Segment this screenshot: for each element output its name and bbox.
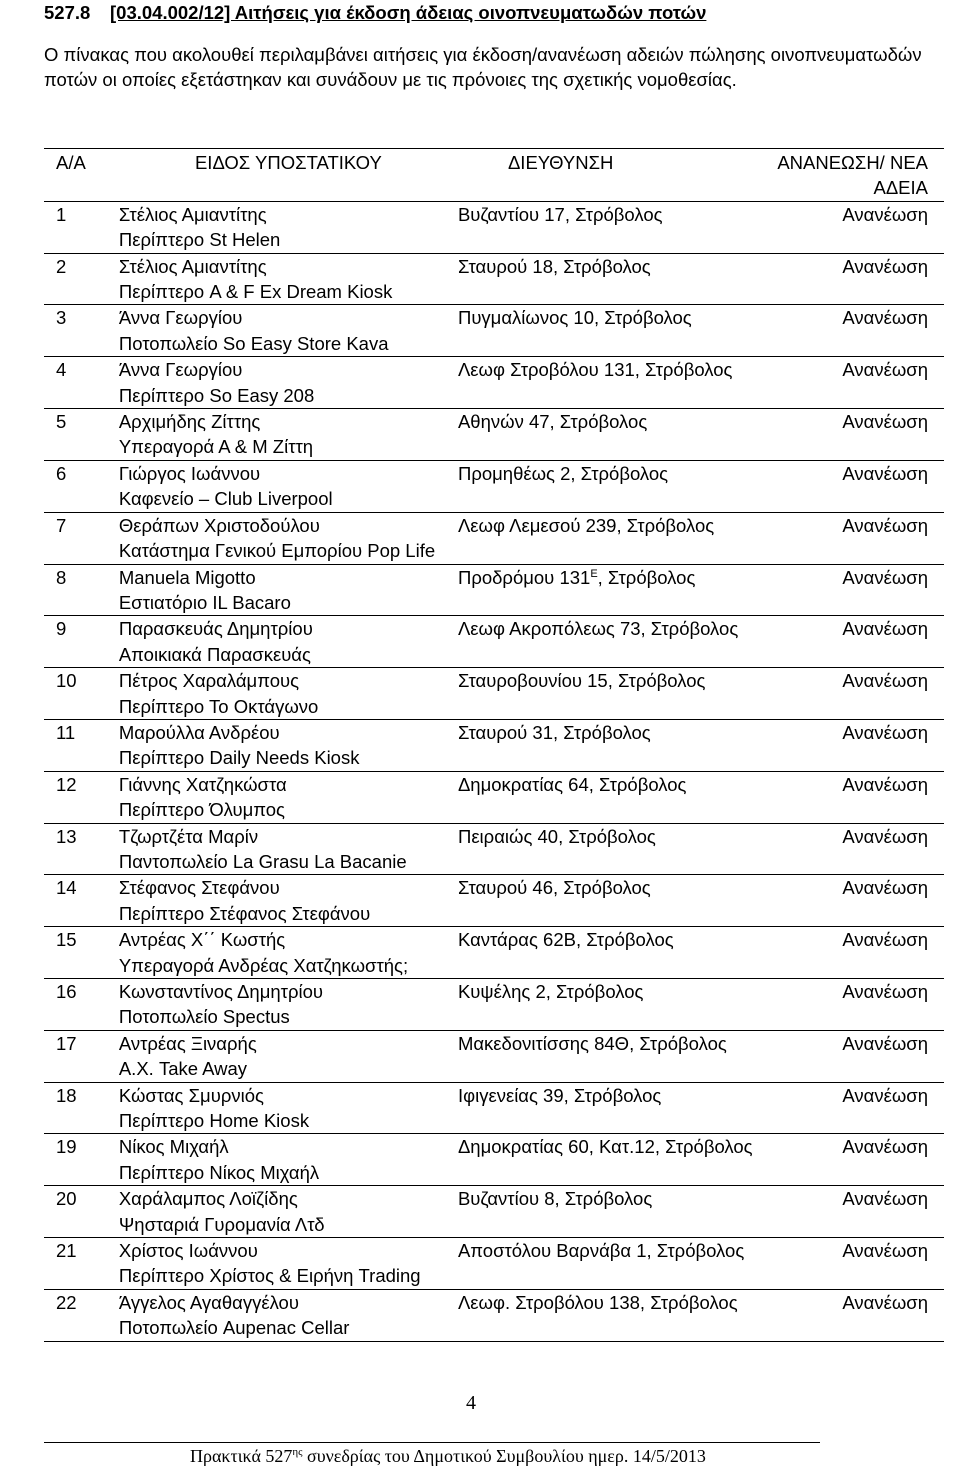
section-number: 527.8 [44,2,91,23]
renewal-status: Ανανέωση [842,255,928,277]
owner-name: Νίκος Μιχαήλ [118,1136,229,1158]
table-row [44,1289,944,1341]
address-cell [458,512,776,564]
address-tail: , Στρόβολος [597,566,696,588]
renewal-status: Ανανέωση [842,670,928,692]
address: Προδρόμου 131 [457,566,591,588]
address-cell [458,564,776,616]
renewal-status: Ανανέωση [842,773,928,795]
address: Ιφιγενείας 39, Στρόβολος [457,1084,662,1106]
premises-cell [119,1289,458,1341]
header-address: ΔΙΕΥΘΥΝΣΗ [507,152,614,173]
row-number: 17 [56,1032,77,1054]
renewal-status: Ανανέωση [842,411,928,433]
business-name: Ποτοπωλείο Aupenac Cellar [118,1317,350,1339]
address-cell [458,823,776,875]
table-row [44,979,944,1031]
address: Λεωφ Λεμεσού 239, Στρόβολος [457,514,715,536]
premises-cell [119,616,458,668]
owner-name: Κώστας Σμυρνιός [118,1084,264,1106]
address-cell [458,1030,776,1082]
table-header-row [44,149,944,202]
row-number: 8 [56,566,67,588]
premises-cell [119,823,458,875]
address-cell [458,1134,776,1186]
table-row [44,357,944,409]
address-cell [458,616,776,668]
premises-cell [119,979,458,1031]
address-cell [458,927,776,979]
premises-cell [119,771,458,823]
owner-name: Χαράλαμπος Λοϊζίδης [118,1188,298,1210]
address-cell [458,771,776,823]
owner-name: Μαρούλλα Ανδρέου [118,721,280,743]
address: Αποστόλου Βαρνάβα 1, Στρόβολος [457,1240,745,1262]
business-name: Περίπτερο A & F Ex Dream Kiosk [118,281,393,303]
business-name: Περίπτερο Το Οκτάγωνο [118,695,319,717]
licence-applications-table [44,148,944,1342]
premises-cell [119,1030,458,1082]
business-name: Ψησταριά Γυρομανία Λτδ [118,1213,325,1235]
table-row [44,1134,944,1186]
page-number: 4 [466,1392,476,1414]
table-row [44,253,944,305]
table-row [44,1238,944,1290]
premises-cell [119,460,458,512]
header-serial: Α/Α [56,152,86,173]
renewal-status: Ανανέωση [842,1240,928,1262]
renewal-status: Ανανέωση [842,566,928,588]
owner-name: Άννα Γεωργίου [118,307,243,329]
renewal-status: Ανανέωση [842,1084,928,1106]
address: Δημοκρατίας 64, Στρόβολος [457,773,687,795]
row-number: 5 [56,411,67,433]
address-cell [458,1082,776,1134]
renewal-status: Ανανέωση [842,618,928,640]
table-row [44,460,944,512]
row-number: 7 [56,514,67,536]
address: Πειραιώς 40, Στρόβολος [457,825,656,847]
owner-name: Πέτρος Χαραλάμπους [118,670,300,692]
address-cell [458,357,776,409]
table-row [44,1082,944,1134]
address-cell [458,719,776,771]
address: Προμηθέως 2, Στρόβολος [457,462,669,484]
table-row [44,668,944,720]
owner-name: Άγγελος Αγαθαγγέλου [118,1291,299,1313]
footer: Πρακτικά $527^{\eta\varsigma}$ συνεδρίας του Δημοτικού Συμβουλίου ημερ. 14/5/2013 [190,1446,706,1466]
row-number: 6 [56,462,67,484]
business-name: Κατάστημα Γενικού Εμπορίου Pop Life [118,540,436,562]
address: Σταυροβουνίου 15, Στρόβολος [457,670,706,692]
business-name: Εστιατόριο IL Bacaro [118,591,291,613]
premises-cell [119,1082,458,1134]
owner-name: Γιάννης Χατζηκώστα [118,773,287,795]
renewal-status: Ανανέωση [842,1032,928,1054]
table-row [44,512,944,564]
address: Αθηνών 47, Στρόβολος [457,411,648,433]
premises-cell [119,253,458,305]
premises-cell [119,875,458,927]
address: Λεωφ. Στροβόλου 138, Στρόβολος [457,1291,738,1313]
address: Μακεδονιτίσσης 84Θ, Στρόβολος [457,1032,727,1054]
business-name: Περίπτερο Χρίστος & Ειρήνη Trading [118,1265,421,1287]
premises-cell [119,1238,458,1290]
table-row [44,719,944,771]
address-cell [458,253,776,305]
business-name: Α.Χ. Take Away [118,1058,248,1080]
renewal-status: Ανανέωση [842,359,928,381]
row-number: 19 [56,1136,77,1158]
footer-divider [44,1442,820,1443]
address-cell [458,1289,776,1341]
row-number: 13 [56,825,77,847]
owner-name: Παρασκευάς Δημητρίου [118,618,313,640]
business-name: Περίπτερο So Easy 208 [118,384,315,406]
renewal-status: Ανανέωση [842,981,928,1002]
address-cell [458,1186,776,1238]
business-name: Υπεραγορά Α & Μ Ζίττη [118,436,314,458]
owner-name: Αρχιμήδης Ζίττης [118,411,261,433]
business-name: Ποτοπωλείο Spectus [118,1006,290,1028]
address: Δημοκρατίας 60, Κατ.12, Στρόβολος [457,1136,753,1158]
table-row [44,305,944,357]
row-number: 11 [56,721,76,743]
intro-paragraph: Ο πίνακας που ακολουθεί περιλαμβάνει αιτήσεις για έκδοση/ανανέωση αδειών πώλησης οινοπνευματωδών ποτών οι οποίες εξετάστηκαν και συνάδουν με τις πρόνοιες της σχετικής νομοθεσίας. [44,44,922,90]
table-row [44,771,944,823]
row-number: 21 [56,1240,77,1262]
address: Βυζαντίου 17, Στρόβολος [457,203,663,225]
business-name: Περίπτερο St Helen [118,229,281,251]
address: Κυψέλης 2, Στρόβολος [457,981,644,1002]
business-name: Αποικιακά Παρασκευάς [118,643,311,665]
row-number: 14 [56,877,77,899]
premises-cell [119,201,458,253]
premises-cell [119,564,458,616]
premises-cell [119,927,458,979]
owner-name: Στέλιος Αμιαντίτης [118,255,267,277]
address-cell [458,875,776,927]
row-number: 2 [56,255,67,277]
business-name: Περίπτερο Daily Needs Kiosk [118,747,360,769]
owner-name: Θεράπων Χριστοδούλου [118,514,320,536]
address-cell [458,979,776,1031]
section-heading [44,2,706,24]
address: Σταυρού 18, Στρόβολος [457,255,651,277]
renewal-status: Ανανέωση [842,721,928,743]
row-number: 9 [56,618,67,640]
owner-name: Στέφανος Στεφάνου [118,877,280,899]
business-name: Περίπτερο Home Kiosk [118,1110,310,1132]
table-row [44,823,944,875]
renewal-status: Ανανέωση [842,1291,928,1313]
address: Λεωφ Ακροπόλεως 73, Στρόβολος [457,618,739,640]
row-number: 10 [56,670,77,692]
owner-name: Κωνσταντίνος Δημητρίου [118,981,323,1002]
address-cell [458,305,776,357]
owner-name: Γιώργος Ιωάννου [118,462,261,484]
business-name: Υπεραγορά Ανδρέας Χατζηκωστής; [118,954,409,976]
premises-cell [119,357,458,409]
row-number: 16 [56,981,77,1002]
owner-name: Αντρέας Ξιναρής [118,1032,257,1054]
section-title: [03.04.002/12] Αιτήσεις για έκδοση άδειας οινοπνευματωδών ποτών [110,2,707,23]
row-number: 18 [56,1084,77,1106]
business-name: Περίπτερο Όλυμπος [118,799,285,821]
row-number: 12 [56,773,77,795]
owner-name: Τζωρτζέτα Μαρίν [118,825,259,847]
renewal-status: Ανανέωση [842,825,928,847]
header-premises-type: ΕΙΔΟΣ ΥΠΟΣΤΑΤΙΚΟΥ [194,152,382,173]
row-number: 20 [56,1188,77,1210]
address: Σταυρού 31, Στρόβολος [457,721,651,743]
premises-cell [119,512,458,564]
address-cell [458,668,776,720]
address-cell [458,1238,776,1290]
premises-cell [119,1134,458,1186]
table-row [44,1030,944,1082]
row-number: 22 [56,1291,77,1313]
address-superscript: Ε [590,567,598,580]
address: Λεωφ Στροβόλου 131, Στρόβολος [457,359,733,381]
renewal-status: Ανανέωση [842,462,928,484]
renewal-status: Ανανέωση [842,203,928,225]
owner-name: Άννα Γεωργίου [118,359,243,381]
renewal-status: Ανανέωση [842,877,928,899]
renewal-status: Ανανέωση [842,514,928,536]
table-row [44,927,944,979]
renewal-status: Ανανέωση [842,1136,928,1158]
owner-name: Χρίστος Ιωάννου [118,1240,258,1262]
table-row [44,201,944,253]
business-name: Περίπτερο Νίκος Μιχαήλ [118,1161,320,1183]
premises-cell [119,305,458,357]
address-cell [458,409,776,461]
address: Σταυρού 46, Στρόβολος [457,877,651,899]
business-name: Παντοπωλείο La Grasu La Bacanie [118,850,407,872]
header-renewal: ΑΝΑΝΕΩΣΗ/ ΝΕΑ ΑΔΕΙΑ [777,152,928,199]
business-name: Περίπτερο Στέφανος Στεφάνου [118,902,371,924]
address-cell [458,460,776,512]
business-name: Ποτοπωλείο So Easy Store Kava [118,332,389,354]
renewal-status: Ανανέωση [842,307,928,329]
owner-name: Αντρέας Χ΄΄ Κωστής [118,929,286,951]
address: Καντάρας 62Β, Στρόβολος [457,929,674,951]
owner-name: Στέλιος Αμιαντίτης [118,203,267,225]
address: Πυγμαλίωνος 10, Στρόβολος [457,307,692,329]
premises-cell [119,668,458,720]
premises-cell [119,719,458,771]
table-row [44,564,944,616]
table-row [44,409,944,461]
row-number: 1 [56,203,67,225]
business-name: Καφενείο – Club Liverpool [118,488,333,510]
table-row [44,1186,944,1238]
row-number: 4 [56,359,67,381]
premises-cell [119,1186,458,1238]
premises-cell [119,409,458,461]
row-number: 3 [56,307,67,329]
table-body [44,201,944,1341]
address-cell [458,201,776,253]
table-row [44,616,944,668]
owner-name: Manuela Migotto [118,566,256,588]
address: Βυζαντίου 8, Στρόβολος [457,1188,653,1210]
table-row [44,875,944,927]
renewal-status: Ανανέωση [842,929,928,951]
row-number: 15 [56,929,77,951]
renewal-status: Ανανέωση [842,1188,928,1210]
